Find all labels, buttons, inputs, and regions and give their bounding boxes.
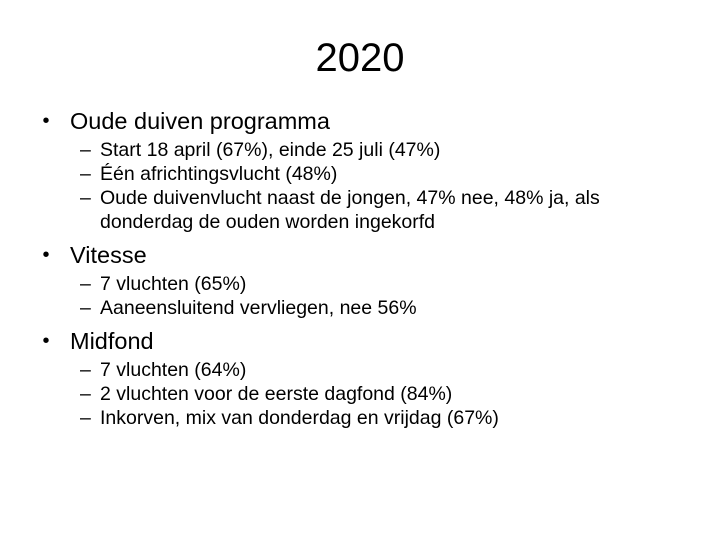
list-item bbox=[80, 406, 684, 430]
list-item-text: Één africhtingsvlucht (48%) bbox=[100, 163, 338, 185]
list-item-text: 7 vluchten (65%) bbox=[100, 273, 247, 295]
dash-icon: – bbox=[80, 407, 91, 429]
list-item-text: 7 vluchten (64%) bbox=[100, 359, 247, 381]
sublist-oude-duiven bbox=[80, 138, 684, 234]
list-item bbox=[80, 296, 684, 320]
slide-title: 2020 bbox=[315, 36, 405, 80]
section-heading-vitesse bbox=[36, 238, 684, 272]
dash-icon: – bbox=[80, 297, 91, 319]
list-item-text: 2 vluchten voor de eerste dagfond (84%) bbox=[100, 383, 453, 405]
sublist-vitesse bbox=[80, 272, 684, 320]
dash-icon: – bbox=[80, 359, 91, 381]
list-item bbox=[80, 186, 684, 234]
bullet-icon: • bbox=[42, 244, 50, 266]
list-item-text: Start 18 april (67%), einde 25 juli (47%) bbox=[100, 139, 441, 161]
section-heading-midfond bbox=[36, 324, 684, 358]
list-item-text: Aaneensluitend vervliegen, nee 56% bbox=[100, 297, 417, 319]
dash-icon: – bbox=[80, 187, 91, 209]
section-heading-text: Midfond bbox=[70, 328, 154, 354]
sublist-midfond bbox=[80, 358, 684, 430]
list-item-text: Inkorven, mix van donderdag en vrijdag (67%) bbox=[100, 407, 499, 429]
dash-icon: – bbox=[80, 383, 91, 405]
list-item bbox=[80, 138, 684, 162]
list-item bbox=[80, 382, 684, 406]
dash-icon: – bbox=[80, 273, 91, 295]
section-heading-oude-duiven bbox=[36, 104, 684, 138]
dash-icon: – bbox=[80, 163, 91, 185]
list-item-text: Oude duivenvlucht naast de jongen, 47% nee, 48% ja, als donderdag de ouden worden ingekorfd bbox=[100, 187, 600, 233]
bullet-icon: • bbox=[42, 110, 50, 132]
section-heading-text: Oude duiven programma bbox=[70, 108, 330, 134]
list-item bbox=[80, 272, 684, 296]
slide-content bbox=[36, 104, 684, 434]
list-item bbox=[80, 162, 684, 186]
dash-icon: – bbox=[80, 139, 91, 161]
bullet-icon: • bbox=[42, 330, 50, 352]
section-heading-text: Vitesse bbox=[70, 242, 147, 268]
list-item bbox=[80, 358, 684, 382]
